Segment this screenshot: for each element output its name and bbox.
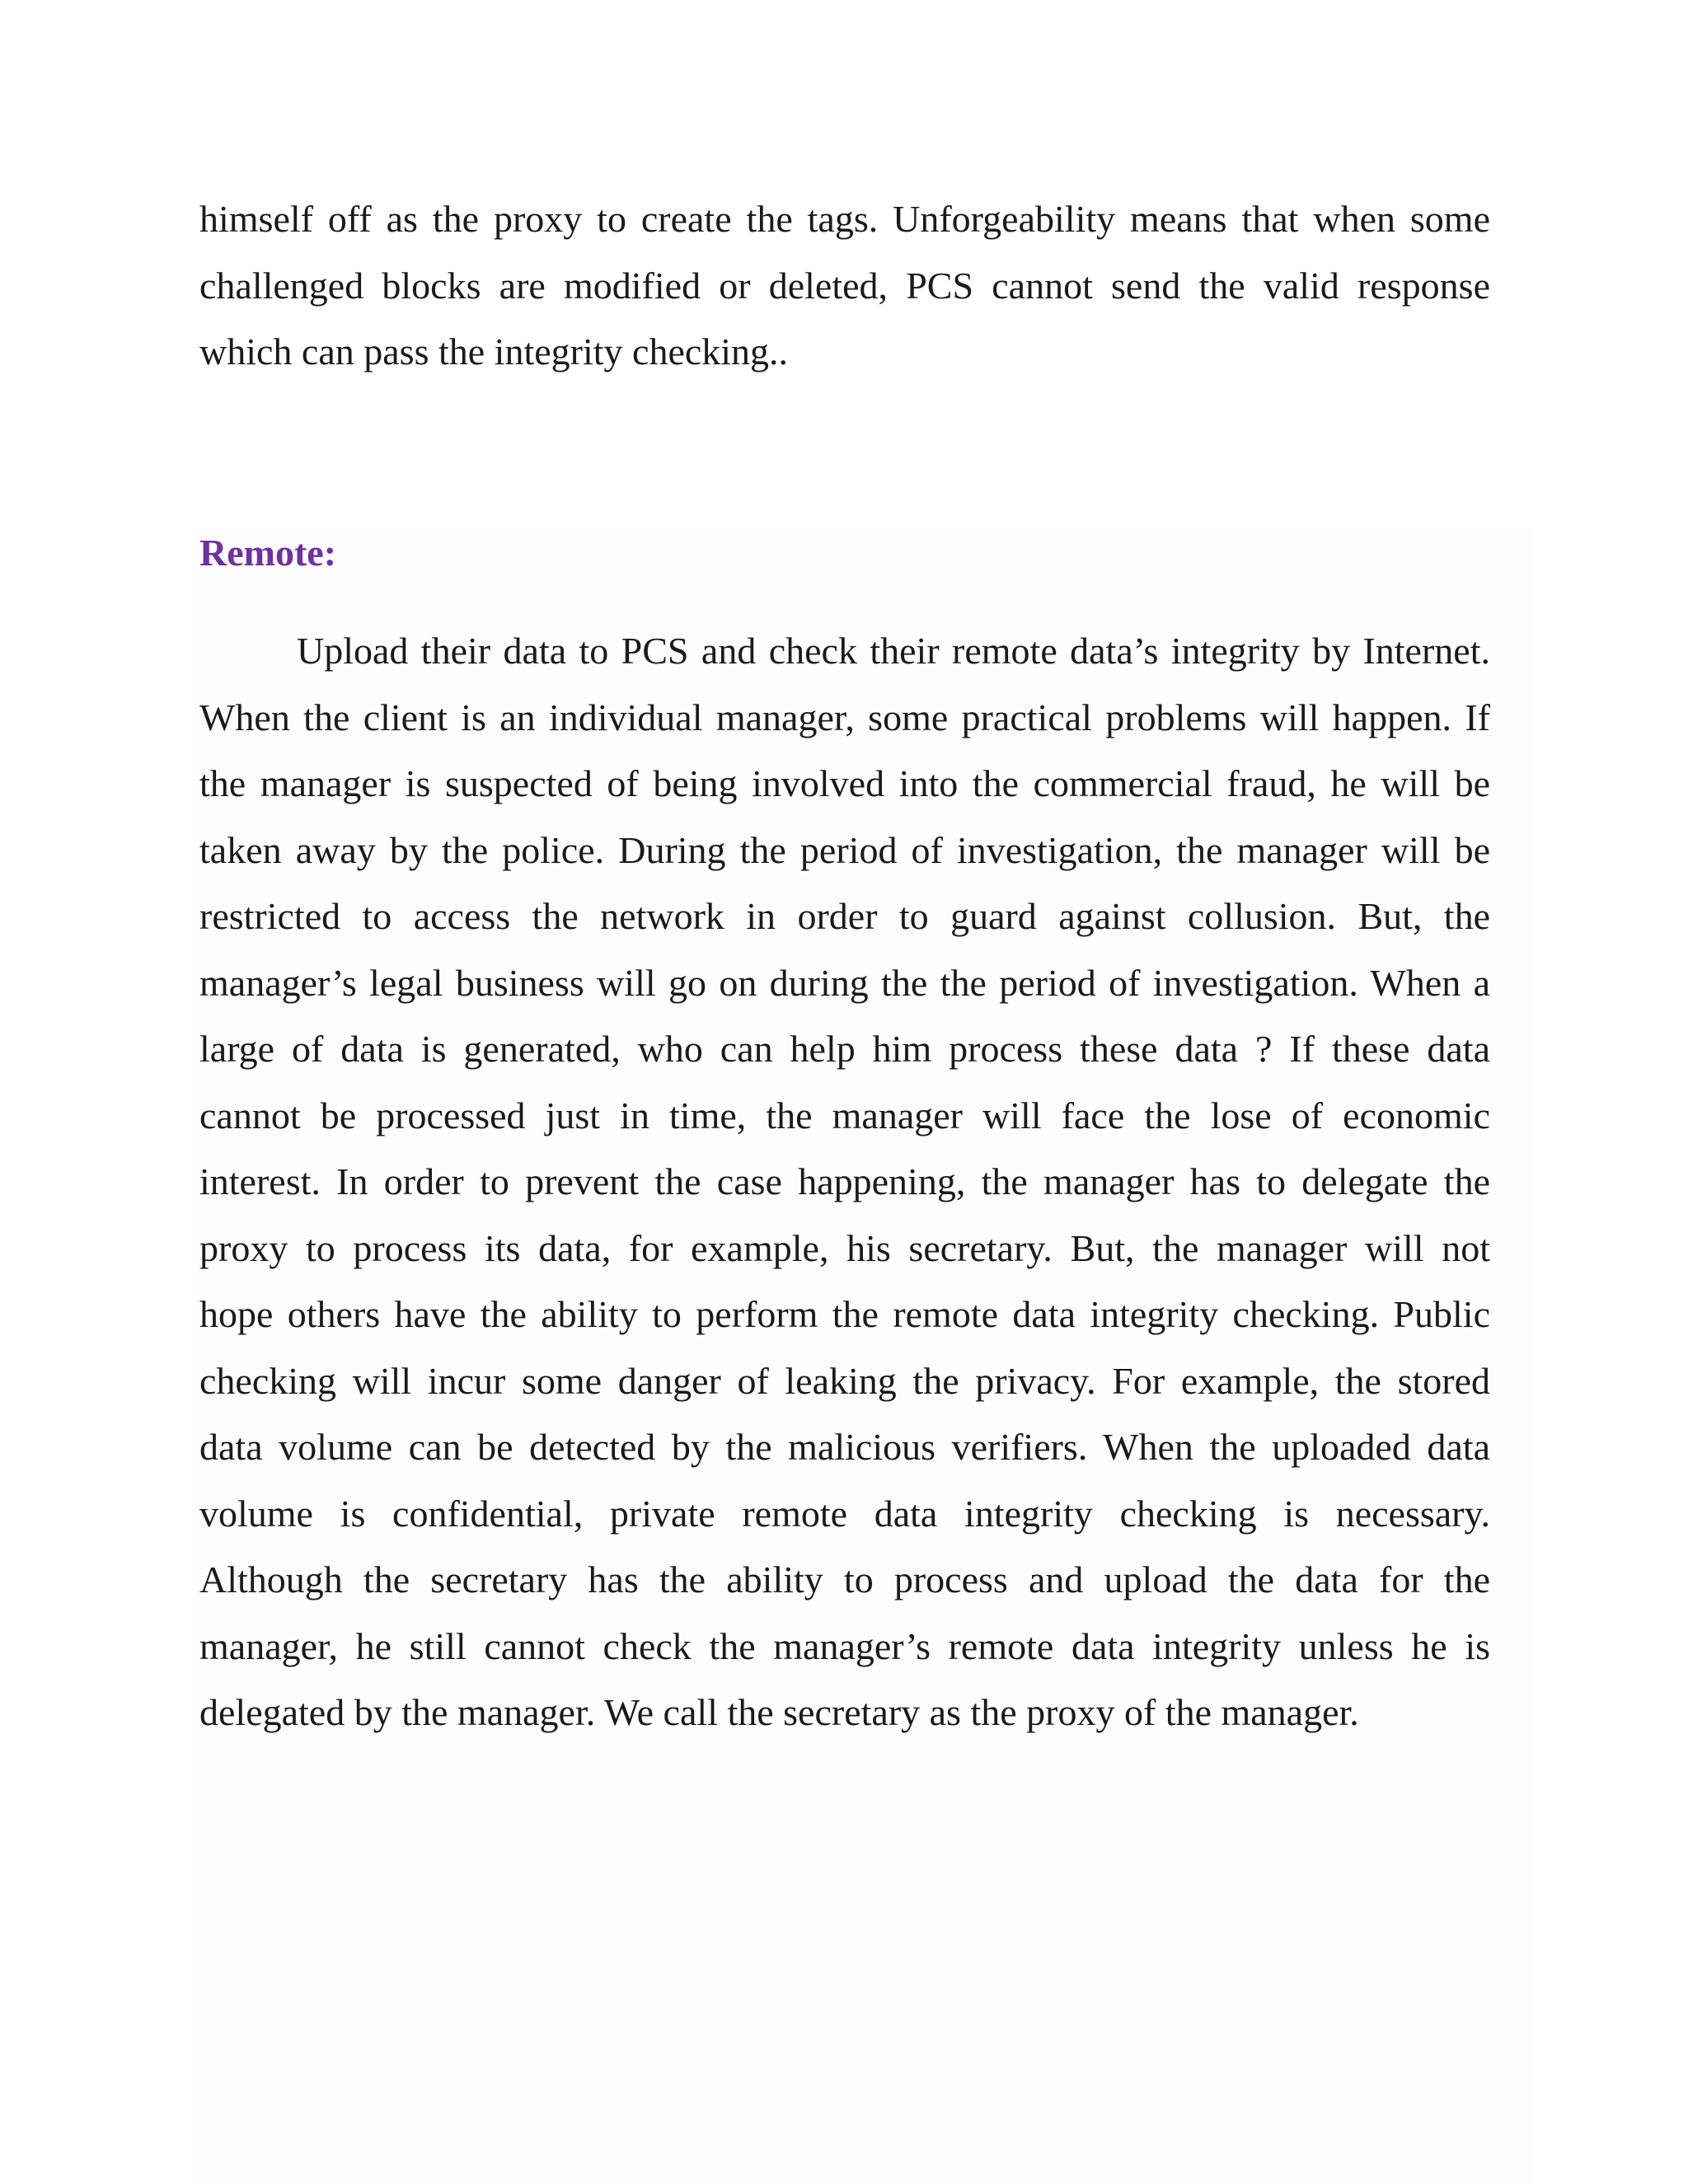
section-heading: Remote: [199, 532, 337, 574]
section-paragraph [199, 618, 1490, 1746]
text-line: data volume can be detected by the malicious verifiers. When the uploaded data [199, 1426, 1490, 1468]
text-line: which can pass the integrity checking.. [199, 330, 789, 373]
text-line: interest. In order to prevent the case happening, the manager has to delegate the [199, 1160, 1490, 1202]
text-line: himself off as the proxy to create the tags. Unforgeability means that when some [199, 198, 1490, 240]
text-line: proxy to process its data, for example, his secretary. But, the manager will not [199, 1226, 1490, 1269]
text-line: Although the secretary has the ability to process and upload the data for the [199, 1558, 1490, 1601]
text-line: When the client is an individual manager, some practical problems will happen. If [199, 696, 1490, 738]
text-line: hope others have the ability to perform the remote data integrity checking. Public [199, 1293, 1490, 1335]
text-line: checking will incur some danger of leaking the privacy. For example, the stored [199, 1359, 1490, 1402]
intro-paragraph [199, 186, 1490, 386]
text-line: manager, he still cannot check the manager’s remote data integrity unless he is [199, 1624, 1490, 1667]
text-line: large of data is generated, who can help him process these data ? If these data [199, 1028, 1490, 1070]
text-line: cannot be processed just in time, the manager will face the lose of economic [199, 1094, 1490, 1137]
text-line: taken away by the police. During the period of investigation, the manager will be [199, 828, 1490, 871]
text-line: restricted to access the network in order to guard against collusion. But, the [199, 895, 1490, 937]
text-line: Upload their data to PCS and check their remote data’s integrity by Internet. [297, 630, 1490, 672]
text-line: challenged blocks are modified or deleted, PCS cannot send the valid response [199, 264, 1490, 307]
text-line: delegated by the manager. We call the secretary as the proxy of the manager. [199, 1691, 1359, 1733]
text-line: the manager is suspected of being involved into the commercial fraud, he will be [199, 762, 1490, 804]
text-line: manager’s legal business will go on during the the period of investigation. When a [199, 961, 1490, 1004]
text-line: volume is confidential, private remote data integrity checking is necessary. [199, 1492, 1490, 1535]
